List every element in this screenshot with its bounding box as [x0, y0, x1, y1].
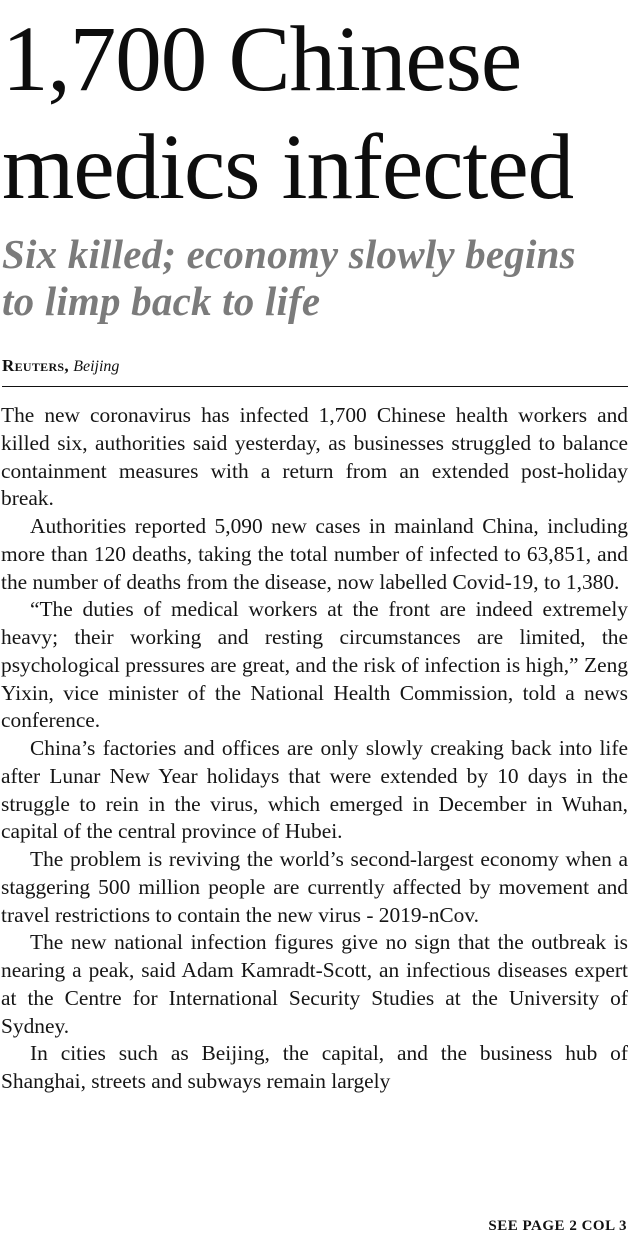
article-body	[1, 402, 628, 1096]
subheadline-line-2: to limp back to life	[2, 278, 321, 324]
body-paragraph-7: In cities such as Beijing, the capital, and the business hub of Shanghai, streets and subways remain largely	[1, 1041, 628, 1093]
subheadline-line-1: Six killed; economy slowly begins	[2, 231, 576, 277]
byline-agency: Reuters,	[2, 356, 69, 375]
subheadline	[2, 231, 629, 325]
headline-line-1: 1,700 Chinese	[2, 8, 522, 111]
body-paragraph-1: The new coronavirus has infected 1,700 Chinese health workers and killed six, authorities said yesterday, as businesses struggled to balance containment measures with a return from an extended post-holiday break.	[1, 403, 628, 511]
continuation-jump-line: SEE PAGE 2 COL 3	[488, 1218, 627, 1234]
headline	[2, 6, 629, 222]
headline-line-2: medics infected	[2, 116, 574, 219]
byline	[2, 355, 629, 378]
byline-divider	[2, 386, 628, 387]
body-paragraph-6: The new national infection figures give no sign that the outbreak is nearing a peak, said Adam Kamradt-Scott, an infectious diseases expert at the Centre for International Security Studies at the University of Sydney.	[1, 930, 628, 1038]
body-paragraph-3: “The duties of medical workers at the front are indeed extremely heavy; their working and resting circumstances are limited, the psychological pressures are great, and the risk of infection is high,” Zeng Yixin, vice minister of the National Health Commission, told a news conference.	[1, 597, 628, 733]
body-paragraph-4: China’s factories and offices are only slowly creaking back into life after Lunar New Year holidays that were extended by 10 days in the struggle to rein in the virus, which emerged in December in Wuhan, capital of the central province of Hubei.	[1, 736, 628, 844]
byline-dateline: Beijing	[73, 358, 120, 375]
body-paragraph-5: The problem is reviving the world’s second-largest economy when a staggering 500 million people are currently affected by movement and travel restrictions to contain the new virus - 2019-nCov.	[1, 847, 628, 927]
body-paragraph-2: Authorities reported 5,090 new cases in mainland China, including more than 120 deaths, taking the total number of infected to 63,851, and the number of deaths from the disease, now labelled Covid-19, to 1,380.	[1, 514, 628, 594]
